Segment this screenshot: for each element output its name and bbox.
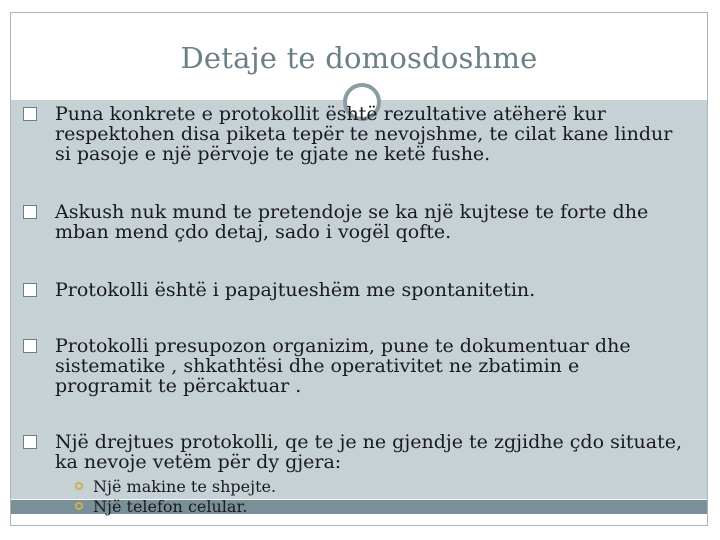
square-bullet-icon (23, 205, 37, 219)
square-bullet-icon (23, 283, 37, 297)
bullet-text: Puna konkrete e protokollit është rezultative atëherë kur respektohen disa piketa tepër te nevojshme, te cilat kane lindur si pasoje e një përvoje te gjate ne ketë fushe. (55, 103, 673, 165)
bullet-item (22, 336, 682, 396)
square-bullet-icon (23, 339, 37, 353)
bullet-list (22, 104, 682, 517)
bullet-text: Askush nuk mund te pretendoje se ka një kujtese te forte dhe mban mend çdo detaj, sado i vogël qofte. (55, 201, 649, 243)
bullet-text: Protokolli është i papajtueshëm me spontanitetin. (55, 279, 536, 301)
sub-bullet-list (55, 477, 682, 517)
sub-bullet-text: Një makine te shpejte. (93, 477, 277, 496)
square-bullet-icon (23, 107, 37, 121)
sub-bullet-item (75, 477, 682, 497)
bullet-text: Një drejtues protokolli, qe te je ne gjendje te zgjidhe çdo situate, ka nevoje vetëm për dy gjera: (55, 431, 683, 473)
bullet-text: Protokolli presupozon organizim, pune te dokumentuar dhe sistematike , shkathtësi dhe operativitet ne zbatimin e programit te përcaktuar . (55, 335, 631, 397)
bullet-item (22, 104, 682, 164)
sub-bullet-text: Një telefon celular. (93, 497, 248, 516)
square-bullet-icon (23, 435, 37, 449)
bullet-item (22, 432, 682, 517)
slide-title: Detaje te domosdoshme (180, 41, 538, 75)
ring-bullet-icon (75, 502, 83, 510)
sub-bullet-item (75, 497, 682, 517)
bullet-item (22, 280, 682, 300)
ring-bullet-icon (75, 482, 83, 490)
bullet-item (22, 202, 682, 242)
